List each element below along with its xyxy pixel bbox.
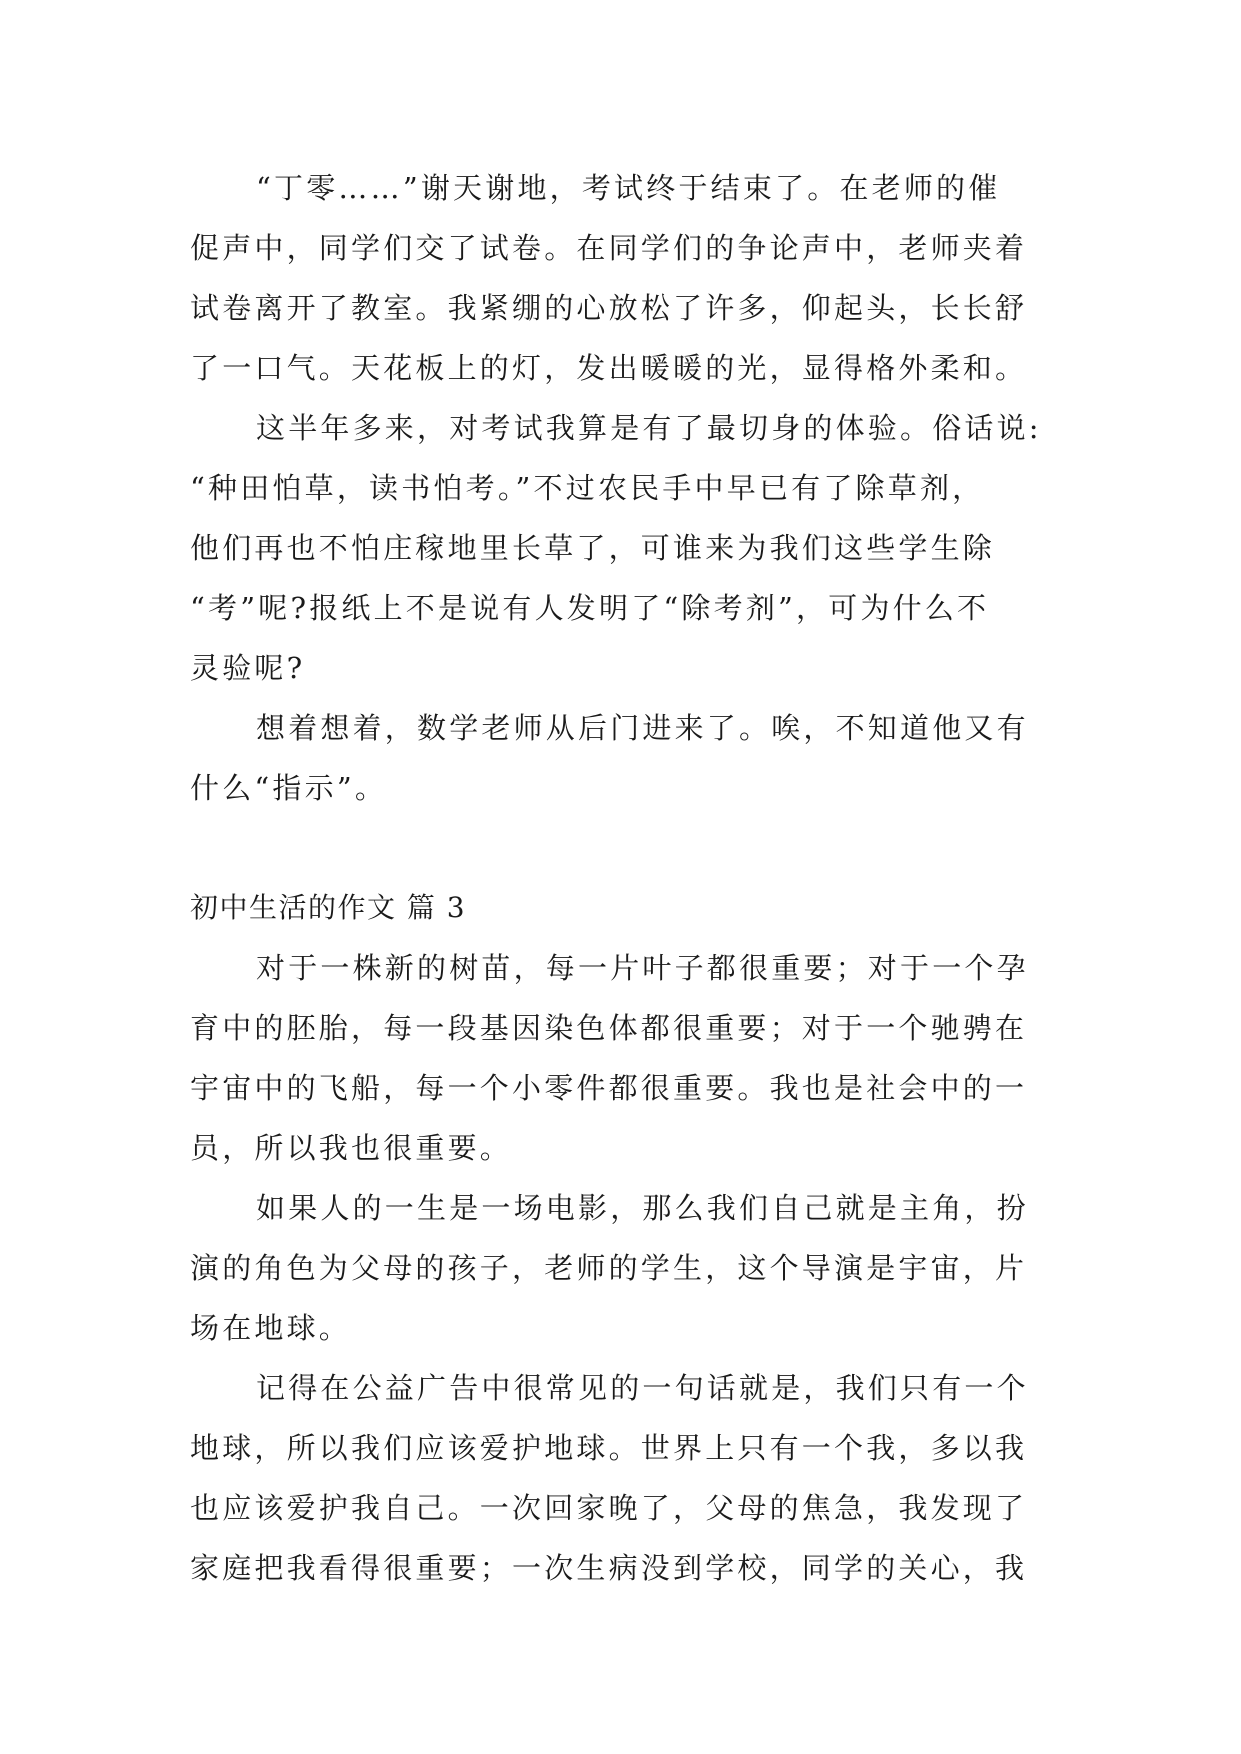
paragraph <box>190 1178 1050 1358</box>
section-gap <box>190 818 1050 878</box>
paragraph <box>190 398 1050 698</box>
text-line: “考”呢?报纸上不是说有人发明了“除考剂”，可为什么不 <box>190 591 990 625</box>
section-heading: 初中生活的作文 篇 3 <box>190 891 467 924</box>
text-line: 了一口气。天花板上的灯，发出暖暖的光，显得格外柔和。 <box>190 351 1028 385</box>
text-line: 他们再也不怕庄稼地里长草了，可谁来为我们这些学生除 <box>190 531 996 565</box>
text-line: 记得在公益广告中很常见的一句话就是，我们只有一个 <box>256 1371 1029 1405</box>
text-line: 员，所以我也很重要。 <box>190 1131 513 1165</box>
text-line: 促声中，同学们交了试卷。在同学们的争论声中，老师夹着 <box>190 231 1028 265</box>
text-line: 这半年多来，对考试我算是有了最切身的体验。俗话说: <box>256 411 1042 445</box>
text-line: 家庭把我看得很重要；一次生病没到学校，同学的关心，我 <box>190 1551 1028 1585</box>
paragraph <box>190 1358 1050 1598</box>
text-line: “丁零……”谢天谢地，考试终于结束了。在老师的催 <box>256 171 1001 205</box>
text-line: 场在地球。 <box>190 1311 352 1345</box>
document-body <box>190 158 1050 1598</box>
paragraph <box>190 938 1050 1178</box>
text-line: 如果人的一生是一场电影，那么我们自己就是主角，扮 <box>256 1191 1029 1225</box>
text-line: 地球，所以我们应该爱护地球。世界上只有一个我，多以我 <box>190 1431 1028 1465</box>
text-line: 也应该爱护我自己。一次回家晚了，父母的焦急，我发现了 <box>190 1491 1028 1525</box>
text-line: 想着想着，数学老师从后门进来了。唉，不知道他又有 <box>256 711 1029 745</box>
paragraph <box>190 698 1050 818</box>
text-line: 对于一株新的树苗，每一片叶子都很重要；对于一个孕 <box>256 951 1029 985</box>
text-line: 宇宙中的飞船，每一个小零件都很重要。我也是社会中的一 <box>190 1071 1028 1105</box>
text-line: “种田怕草，读书怕考。”不过农民手中早已有了除草剂， <box>190 471 985 505</box>
text-line: 灵验呢? <box>190 651 306 685</box>
text-line: 育中的胚胎，每一段基因染色体都很重要；对于一个驰骋在 <box>190 1011 1028 1045</box>
paragraph <box>190 158 1050 398</box>
text-line: 什么“指示”。 <box>190 771 388 805</box>
text-line: 试卷离开了教室。我紧绷的心放松了许多，仰起头，长长舒 <box>190 291 1028 325</box>
text-line: 演的角色为父母的孩子，老师的学生，这个导演是宇宙，片 <box>190 1251 1028 1285</box>
